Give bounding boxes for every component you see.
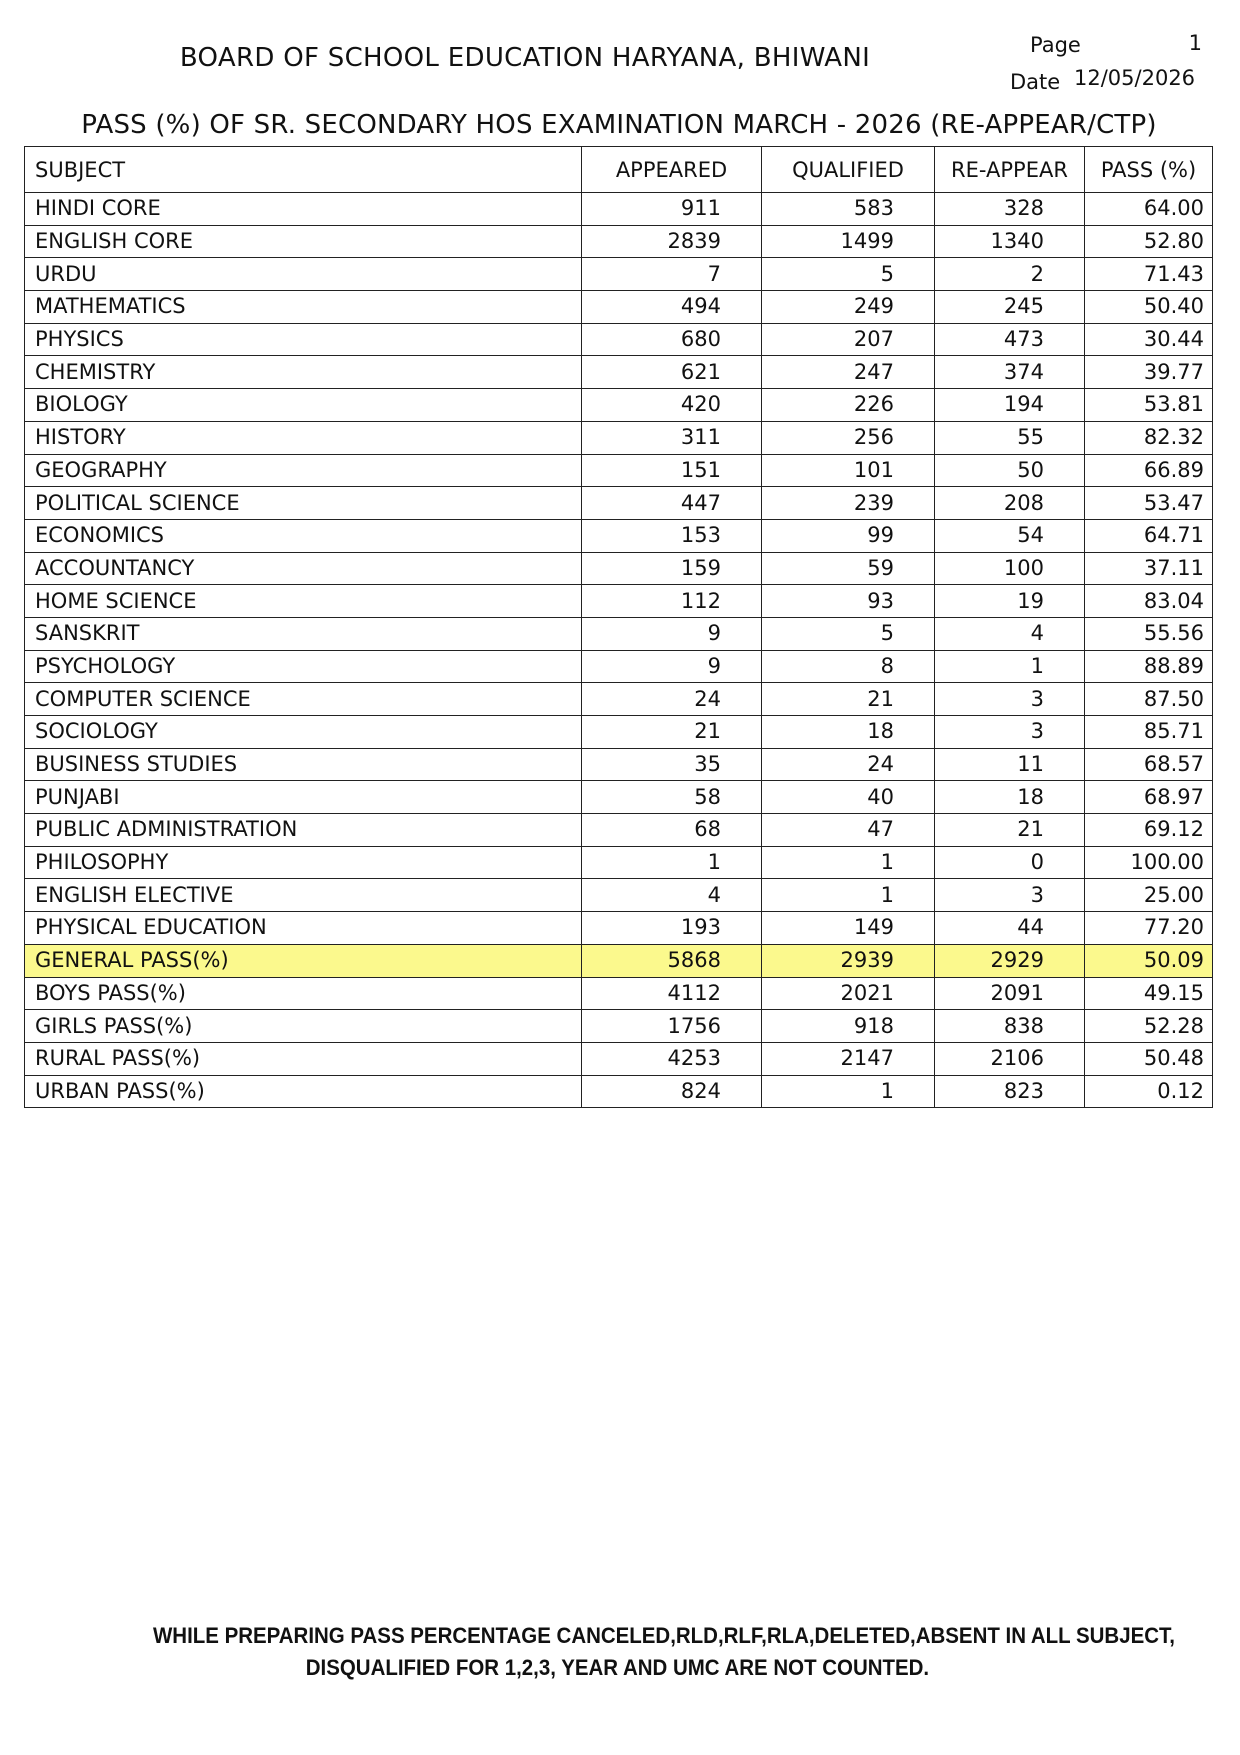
cell-qualified: 99 (762, 519, 935, 552)
column-header-subject: SUBJECT (25, 147, 582, 193)
cell-appeared: 112 (582, 585, 762, 618)
cell-re-appear: 328 (935, 193, 1085, 226)
cell-re-appear: 245 (935, 291, 1085, 324)
table-row (25, 552, 1213, 585)
cell-pass-percent: 82.32 (1085, 421, 1213, 454)
table-row (25, 716, 1213, 749)
cell-qualified: 2939 (762, 944, 935, 977)
cell-qualified: 18 (762, 716, 935, 749)
cell-pass-percent: 49.15 (1085, 977, 1213, 1010)
cell-appeared: 494 (582, 291, 762, 324)
cell-qualified: 2021 (762, 977, 935, 1010)
cell-qualified: 21 (762, 683, 935, 716)
table-row (25, 585, 1213, 618)
cell-appeared: 824 (582, 1075, 762, 1108)
cell-appeared: 311 (582, 421, 762, 454)
cell-subject: PHYSICS (25, 323, 582, 356)
table-row (25, 879, 1213, 912)
cell-appeared: 5868 (582, 944, 762, 977)
cell-pass-percent: 68.97 (1085, 781, 1213, 814)
cell-qualified: 47 (762, 814, 935, 847)
table-row (25, 258, 1213, 291)
cell-re-appear: 54 (935, 519, 1085, 552)
table-row (25, 291, 1213, 324)
cell-appeared: 21 (582, 716, 762, 749)
cell-subject: URDU (25, 258, 582, 291)
cell-pass-percent: 30.44 (1085, 323, 1213, 356)
table-row (25, 814, 1213, 847)
column-header-pass-percent: PASS (%) (1085, 147, 1213, 193)
cell-appeared: 2839 (582, 225, 762, 258)
cell-re-appear: 473 (935, 323, 1085, 356)
cell-re-appear: 19 (935, 585, 1085, 618)
cell-pass-percent: 69.12 (1085, 814, 1213, 847)
table-row (25, 421, 1213, 454)
cell-pass-percent: 64.71 (1085, 519, 1213, 552)
cell-pass-percent: 77.20 (1085, 912, 1213, 945)
cell-qualified: 2147 (762, 1042, 935, 1075)
cell-qualified: 239 (762, 487, 935, 520)
column-header-appeared: APPEARED (582, 147, 762, 193)
cell-subject: PHILOSOPHY (25, 846, 582, 879)
cell-re-appear: 194 (935, 389, 1085, 422)
cell-appeared: 193 (582, 912, 762, 945)
table-row (25, 944, 1213, 977)
cell-pass-percent: 53.81 (1085, 389, 1213, 422)
table-row (25, 323, 1213, 356)
cell-appeared: 24 (582, 683, 762, 716)
table-row (25, 519, 1213, 552)
cell-pass-percent: 100.00 (1085, 846, 1213, 879)
cell-pass-percent: 68.57 (1085, 748, 1213, 781)
cell-qualified: 1499 (762, 225, 935, 258)
cell-subject: SOCIOLOGY (25, 716, 582, 749)
cell-re-appear: 3 (935, 716, 1085, 749)
cell-re-appear: 3 (935, 879, 1085, 912)
cell-subject: COMPUTER SCIENCE (25, 683, 582, 716)
cell-qualified: 226 (762, 389, 935, 422)
table-row (25, 193, 1213, 226)
table-row (25, 356, 1213, 389)
cell-pass-percent: 39.77 (1085, 356, 1213, 389)
cell-subject: GENERAL PASS(%) (25, 944, 582, 977)
cell-subject: PUBLIC ADMINISTRATION (25, 814, 582, 847)
cell-qualified: 24 (762, 748, 935, 781)
cell-subject: POLITICAL SCIENCE (25, 487, 582, 520)
cell-pass-percent: 50.48 (1085, 1042, 1213, 1075)
cell-subject: MATHEMATICS (25, 291, 582, 324)
cell-re-appear: 3 (935, 683, 1085, 716)
table-row (25, 1042, 1213, 1075)
table-row (25, 487, 1213, 520)
cell-re-appear: 823 (935, 1075, 1085, 1108)
cell-subject: SANSKRIT (25, 617, 582, 650)
cell-appeared: 420 (582, 389, 762, 422)
cell-re-appear: 1340 (935, 225, 1085, 258)
cell-subject: ENGLISH ELECTIVE (25, 879, 582, 912)
cell-pass-percent: 50.09 (1085, 944, 1213, 977)
cell-qualified: 149 (762, 912, 935, 945)
cell-subject: GEOGRAPHY (25, 454, 582, 487)
cell-qualified: 1 (762, 1075, 935, 1108)
cell-pass-percent: 66.89 (1085, 454, 1213, 487)
table-row (25, 846, 1213, 879)
cell-subject: HOME SCIENCE (25, 585, 582, 618)
cell-re-appear: 208 (935, 487, 1085, 520)
report-date: 12/05/2026 (1074, 66, 1196, 90)
cell-qualified: 8 (762, 650, 935, 683)
cell-appeared: 621 (582, 356, 762, 389)
cell-pass-percent: 37.11 (1085, 552, 1213, 585)
report-title: PASS (%) OF SR. SECONDARY HOS EXAMINATION MARCH - 2026 (RE-APPEAR/CTP) (81, 110, 1157, 140)
cell-re-appear: 2929 (935, 944, 1085, 977)
cell-qualified: 247 (762, 356, 935, 389)
cell-subject: RURAL PASS(%) (25, 1042, 582, 1075)
cell-re-appear: 374 (935, 356, 1085, 389)
footnote-line-2: DISQUALIFIED FOR 1,2,3, YEAR AND UMC ARE NOT COUNTED. (305, 1655, 930, 1680)
cell-subject: GIRLS PASS(%) (25, 1010, 582, 1043)
cell-pass-percent: 88.89 (1085, 650, 1213, 683)
cell-subject: PHYSICAL EDUCATION (25, 912, 582, 945)
cell-qualified: 1 (762, 846, 935, 879)
cell-qualified: 5 (762, 258, 935, 291)
table-row (25, 781, 1213, 814)
cell-appeared: 35 (582, 748, 762, 781)
cell-appeared: 151 (582, 454, 762, 487)
cell-appeared: 4253 (582, 1042, 762, 1075)
cell-pass-percent: 55.56 (1085, 617, 1213, 650)
table-row (25, 1010, 1213, 1043)
cell-qualified: 40 (762, 781, 935, 814)
cell-re-appear: 2091 (935, 977, 1085, 1010)
cell-appeared: 7 (582, 258, 762, 291)
table-row (25, 389, 1213, 422)
results-table (24, 146, 1213, 1108)
cell-appeared: 159 (582, 552, 762, 585)
cell-re-appear: 2106 (935, 1042, 1085, 1075)
table-row (25, 912, 1213, 945)
table-header-row (25, 147, 1213, 193)
cell-appeared: 58 (582, 781, 762, 814)
cell-re-appear: 838 (935, 1010, 1085, 1043)
cell-re-appear: 0 (935, 846, 1085, 879)
cell-subject: BIOLOGY (25, 389, 582, 422)
cell-pass-percent: 83.04 (1085, 585, 1213, 618)
cell-re-appear: 55 (935, 421, 1085, 454)
table-body (25, 193, 1213, 1108)
cell-pass-percent: 25.00 (1085, 879, 1213, 912)
date-label: Date (1010, 70, 1061, 94)
cell-appeared: 680 (582, 323, 762, 356)
page-label: Page (1030, 33, 1081, 57)
cell-re-appear: 2 (935, 258, 1085, 291)
cell-subject: BOYS PASS(%) (25, 977, 582, 1010)
cell-re-appear: 50 (935, 454, 1085, 487)
cell-qualified: 5 (762, 617, 935, 650)
cell-pass-percent: 64.00 (1085, 193, 1213, 226)
cell-pass-percent: 0.12 (1085, 1075, 1213, 1108)
cell-re-appear: 100 (935, 552, 1085, 585)
table-row (25, 977, 1213, 1010)
cell-subject: ENGLISH CORE (25, 225, 582, 258)
table-row (25, 650, 1213, 683)
cell-pass-percent: 85.71 (1085, 716, 1213, 749)
footnote (46, 1620, 1199, 1684)
cell-subject: PSYCHOLOGY (25, 650, 582, 683)
org-name: BOARD OF SCHOOL EDUCATION HARYANA, BHIWANI (179, 43, 871, 73)
cell-pass-percent: 52.80 (1085, 225, 1213, 258)
cell-qualified: 207 (762, 323, 935, 356)
cell-subject: BUSINESS STUDIES (25, 748, 582, 781)
table-row (25, 1075, 1213, 1108)
table-row (25, 683, 1213, 716)
column-header-re-appear: RE-APPEAR (935, 147, 1085, 193)
cell-subject: HINDI CORE (25, 193, 582, 226)
cell-appeared: 153 (582, 519, 762, 552)
cell-re-appear: 21 (935, 814, 1085, 847)
cell-re-appear: 18 (935, 781, 1085, 814)
cell-appeared: 9 (582, 650, 762, 683)
cell-appeared: 447 (582, 487, 762, 520)
table-row (25, 617, 1213, 650)
table-row (25, 225, 1213, 258)
cell-subject: HISTORY (25, 421, 582, 454)
cell-appeared: 911 (582, 193, 762, 226)
cell-pass-percent: 71.43 (1085, 258, 1213, 291)
cell-appeared: 4112 (582, 977, 762, 1010)
cell-qualified: 93 (762, 585, 935, 618)
cell-appeared: 9 (582, 617, 762, 650)
cell-qualified: 583 (762, 193, 935, 226)
cell-re-appear: 1 (935, 650, 1085, 683)
cell-pass-percent: 50.40 (1085, 291, 1213, 324)
cell-pass-percent: 87.50 (1085, 683, 1213, 716)
cell-appeared: 4 (582, 879, 762, 912)
cell-pass-percent: 53.47 (1085, 487, 1213, 520)
cell-qualified: 256 (762, 421, 935, 454)
column-header-qualified: QUALIFIED (762, 147, 935, 193)
cell-qualified: 1 (762, 879, 935, 912)
cell-appeared: 68 (582, 814, 762, 847)
cell-appeared: 1756 (582, 1010, 762, 1043)
cell-subject: PUNJABI (25, 781, 582, 814)
cell-subject: ECONOMICS (25, 519, 582, 552)
cell-subject: ACCOUNTANCY (25, 552, 582, 585)
cell-pass-percent: 52.28 (1085, 1010, 1213, 1043)
footnote-line-1: WHILE PREPARING PASS PERCENTAGE CANCELED,RLD,RLF,RLA,DELETED,ABSENT IN ALL SUBJECT, (152, 1623, 1175, 1648)
cell-re-appear: 44 (935, 912, 1085, 945)
cell-re-appear: 4 (935, 617, 1085, 650)
cell-subject: CHEMISTRY (25, 356, 582, 389)
cell-re-appear: 11 (935, 748, 1085, 781)
cell-appeared: 1 (582, 846, 762, 879)
page-number: 1 (1188, 31, 1202, 55)
cell-qualified: 101 (762, 454, 935, 487)
cell-qualified: 59 (762, 552, 935, 585)
cell-qualified: 918 (762, 1010, 935, 1043)
cell-qualified: 249 (762, 291, 935, 324)
cell-subject: URBAN PASS(%) (25, 1075, 582, 1108)
table-row (25, 454, 1213, 487)
table-row (25, 748, 1213, 781)
